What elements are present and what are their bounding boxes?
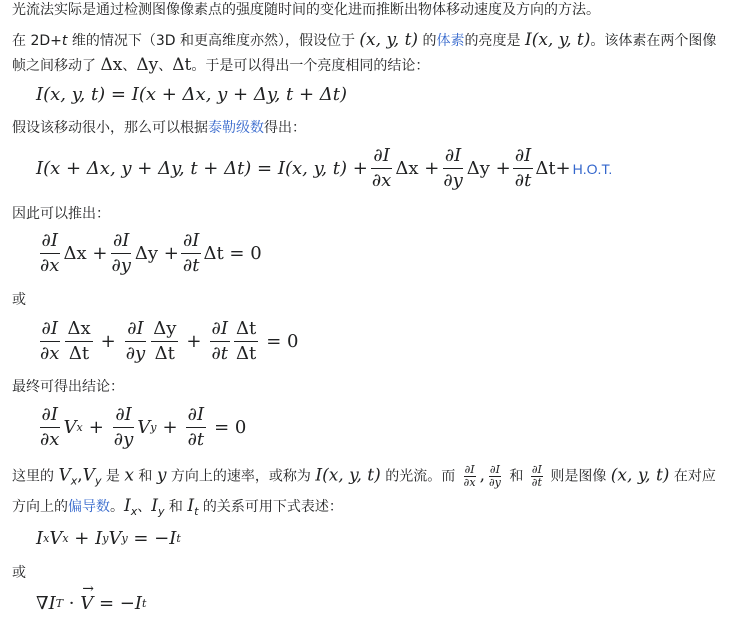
equation-taylor-expansion: I(x + Δx, y + Δy, t + Δt) = I(x, y, t) + $\frac{\partial I}{\partial x}$ Δx + $\frac{\partial I}{\partial y}$ Δy + $\frac{\partial I}{\partial t}$ Δt+ H.O.T. (36, 145, 613, 191)
paragraph-explanation-line2: 方向上的偏导数。$I_x$、$I_y$ 和 $I_t$ 的关系可用下式表述： (12, 496, 343, 518)
paragraph-voxel-line1: 在 2D+t 维的情况下（3D 和更高维度亦然），假设位于 (x, y, t) 的体素的亮度是 I(x, y, t)。该体素在两个图像 (12, 30, 717, 50)
paragraph-taylor: 假设该移动很小，那么可以根据泰勒级数得出： (12, 120, 306, 136)
paragraph-conclusion: 最终可得出结论： (12, 379, 124, 395)
paragraph-or-2: 或 (12, 565, 26, 581)
paragraph-explanation-line1: 这里的 $V_x,V_y$ 是 x 和 y 方向上的速率，或称为 I(x, y, t) 的光流。而 $\frac{\partial I}{\partial x}$ , $\frac{\partial I}{\partial y}$ 和 $\frac{\partial I}{\partial t}$ 则是图像 (x, y, t) 在对应 (12, 463, 716, 489)
paragraph-therefore: 因此可以推出： (12, 206, 110, 222)
equation-vector-form: ∇ I T · → V = − I t (36, 581, 147, 614)
intensity-expr: I(x, y, t) (524, 30, 591, 50)
equation-gradient-form: I x V x + I y V y = − I t (36, 528, 181, 549)
fraction-dI-dx: $\frac{\partial I}{\partial x}$ (371, 145, 392, 191)
voxel-link[interactable]: 体素 (436, 33, 465, 49)
paragraph-or-1: 或 (12, 292, 26, 308)
equation-gradient-sum: $\frac{\partial I}{\partial x}$ Δx + $\frac{\partial I}{\partial y}$ Δy + $\frac{\partial I}{\partial t}$ Δt = 0 (40, 230, 262, 276)
equation-optical-flow-constraint: $\frac{\partial I}{\partial x}$ V x + $\frac{\partial I}{\partial y}$ V y + $\frac{\partial I}{\partial t}$ = 0 (40, 404, 247, 450)
equation-brightness-constancy: I(x, y, t) = I(x + Δx, y + Δy, t + Δt) (36, 84, 348, 105)
hot-link[interactable]: H.O.T. (572, 160, 613, 177)
position-expr: (x, y, t) (359, 30, 419, 50)
equation-divided-by-dt: $\frac{\partial I}{\partial x}$ $\frac{\Delta x}{\Delta t}$ + $\frac{\partial I}{\partial y}$ $\frac{\Delta y}{\Delta t}$ + $\frac{\partial I}{\partial t}$ $\frac{\Delta t}{\Delta t}$ = 0 (40, 318, 299, 364)
fraction-dI-dy: $\frac{\partial I}{\partial y}$ (443, 145, 463, 191)
intro-text: 光流法实际是通过检测图像像素点的强度随时间的变化进而推断出物体移动速度及方向的方法。 (12, 2, 600, 18)
partial-derivative-link[interactable]: 偏导数 (68, 499, 110, 515)
taylor-series-link[interactable]: 泰勒级数 (208, 120, 264, 136)
fraction-dI-dt: $\frac{\partial I}{\partial t}$ (514, 145, 532, 191)
paragraph-voxel-line2: 帧之间移动了 Δx、Δy、Δt。于是可以得出一个亮度相同的结论： (12, 55, 430, 75)
vector-V: → V (80, 581, 94, 614)
